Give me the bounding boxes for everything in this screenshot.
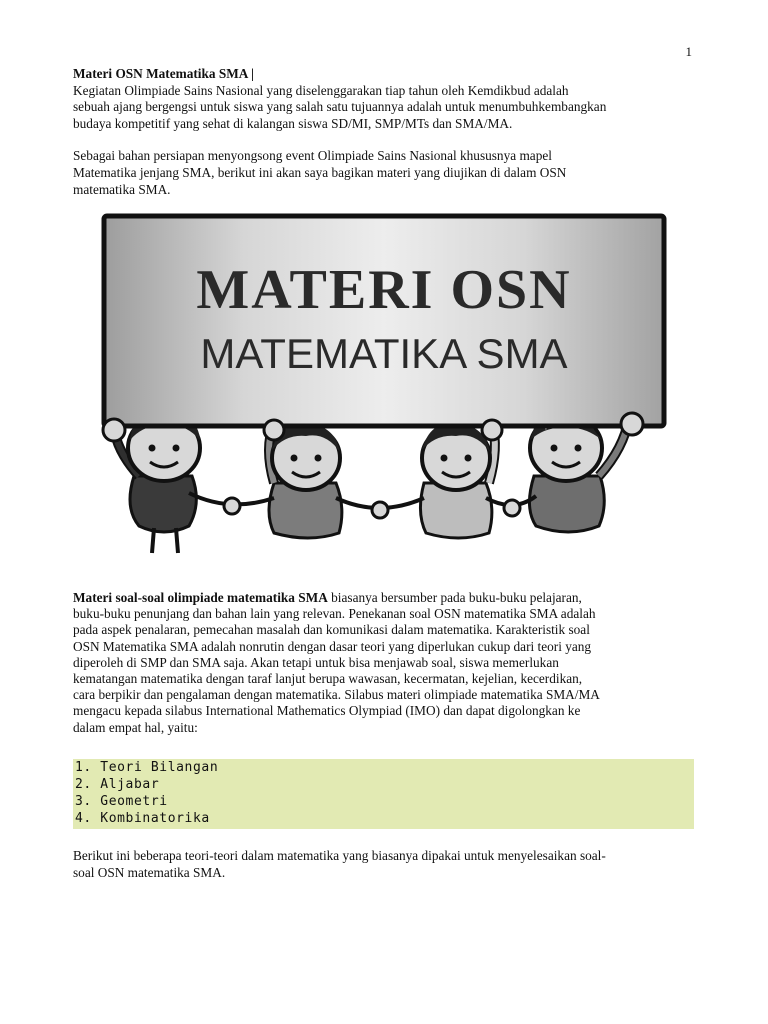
text-line — [73, 590, 698, 606]
topics-list-box — [73, 759, 694, 829]
materi-paragraph — [73, 590, 698, 736]
text-line: sebuah ajang bergengsi untuk siswa yang salah satu tujuannya adalah untuk menumbuhkembangkan — [73, 99, 607, 115]
prep-paragraph — [73, 148, 698, 198]
list-item: 2. Aljabar — [75, 777, 160, 792]
text-line: buku-buku penunjang dan bahan lain yang relevan. Penekanan soal OSN matematika SMA adalah — [73, 606, 596, 622]
kid-2 — [269, 423, 342, 538]
list-item: 4. Kombinatorika — [75, 811, 210, 826]
intro-paragraph — [73, 83, 698, 133]
text-line: Berikut ini beberapa teori-teori dalam matematika yang biasanya dipakai untuk menyelesaikan soal- — [73, 848, 606, 863]
intro-section — [73, 66, 698, 198]
text-line: budaya kompetitif yang sehat di kalangan siswa SD/MI, SMP/MTs dan SMA/MA. — [73, 115, 513, 131]
banner-subtitle: MATEMATIKA SMA — [200, 330, 568, 377]
closing-paragraph — [73, 848, 703, 881]
heading-text: Materi OSN Matematika SMA | — [73, 66, 254, 81]
materi-section — [73, 590, 698, 736]
page-number: 1 — [685, 44, 692, 59]
text-line: Kegiatan Olimpiade Sains Nasional yang diselenggarakan tiap tahun oleh Kemdikbud adalah — [73, 82, 569, 98]
text-line: cara berpikir dan pengalaman dengan matematika. Silabus materi olimpiade matematika SMA/MA — [73, 687, 600, 703]
text-line: kematangan matematika dengan taraf lanjut berupa wawasan, kecermatan, kejelian, kecerdikan, — [73, 671, 583, 687]
text-line: mengacu kepada silabus International Mathematics Olympiad (IMO) dan dapat digolongkan ke — [73, 703, 581, 719]
banner-illustration — [94, 208, 674, 568]
banner-title: MATERI OSN — [196, 259, 572, 321]
materi-first-rest: biasanya bersumber pada buku-buku pelajaran, — [327, 590, 582, 605]
document-heading — [73, 66, 698, 83]
list-item: 1. Teori Bilangan — [75, 760, 219, 775]
closing-section — [73, 848, 703, 881]
text-line: pada aspek penalaran, pemecahan masalah dan komunikasi dalam matematika. Karakteristik soal — [73, 622, 590, 638]
text-line: dalam empat hal, yaitu: — [73, 719, 198, 735]
text-line: Matematika jenjang SMA, berikut ini akan saya bagikan materi yang diujikan di dalam OSN — [73, 164, 567, 180]
text-line: diperoleh di SMP dan SMA saja. Akan tetapi untuk bisa menjawab soal, siswa memerlukan — [73, 654, 559, 670]
kid-1 — [114, 412, 200, 553]
text-line: matematika SMA. — [73, 181, 171, 197]
kid-3 — [420, 423, 494, 538]
text-line: OSN Matematika SMA adalah nonrutin dengan dasar teori yang diperlukan cukup dari teori yang — [73, 638, 592, 654]
topics-list — [73, 759, 694, 827]
sign-board — [103, 216, 664, 441]
list-item: 3. Geometri — [75, 794, 168, 809]
text-line: soal OSN matematika SMA. — [73, 864, 226, 880]
materi-bold-lead: Materi soal-soal olimpiade matematika SMA — [73, 590, 328, 605]
text-line: Sebagai bahan persiapan menyongsong event Olimpiade Sains Nasional khususnya mapel — [73, 148, 552, 164]
